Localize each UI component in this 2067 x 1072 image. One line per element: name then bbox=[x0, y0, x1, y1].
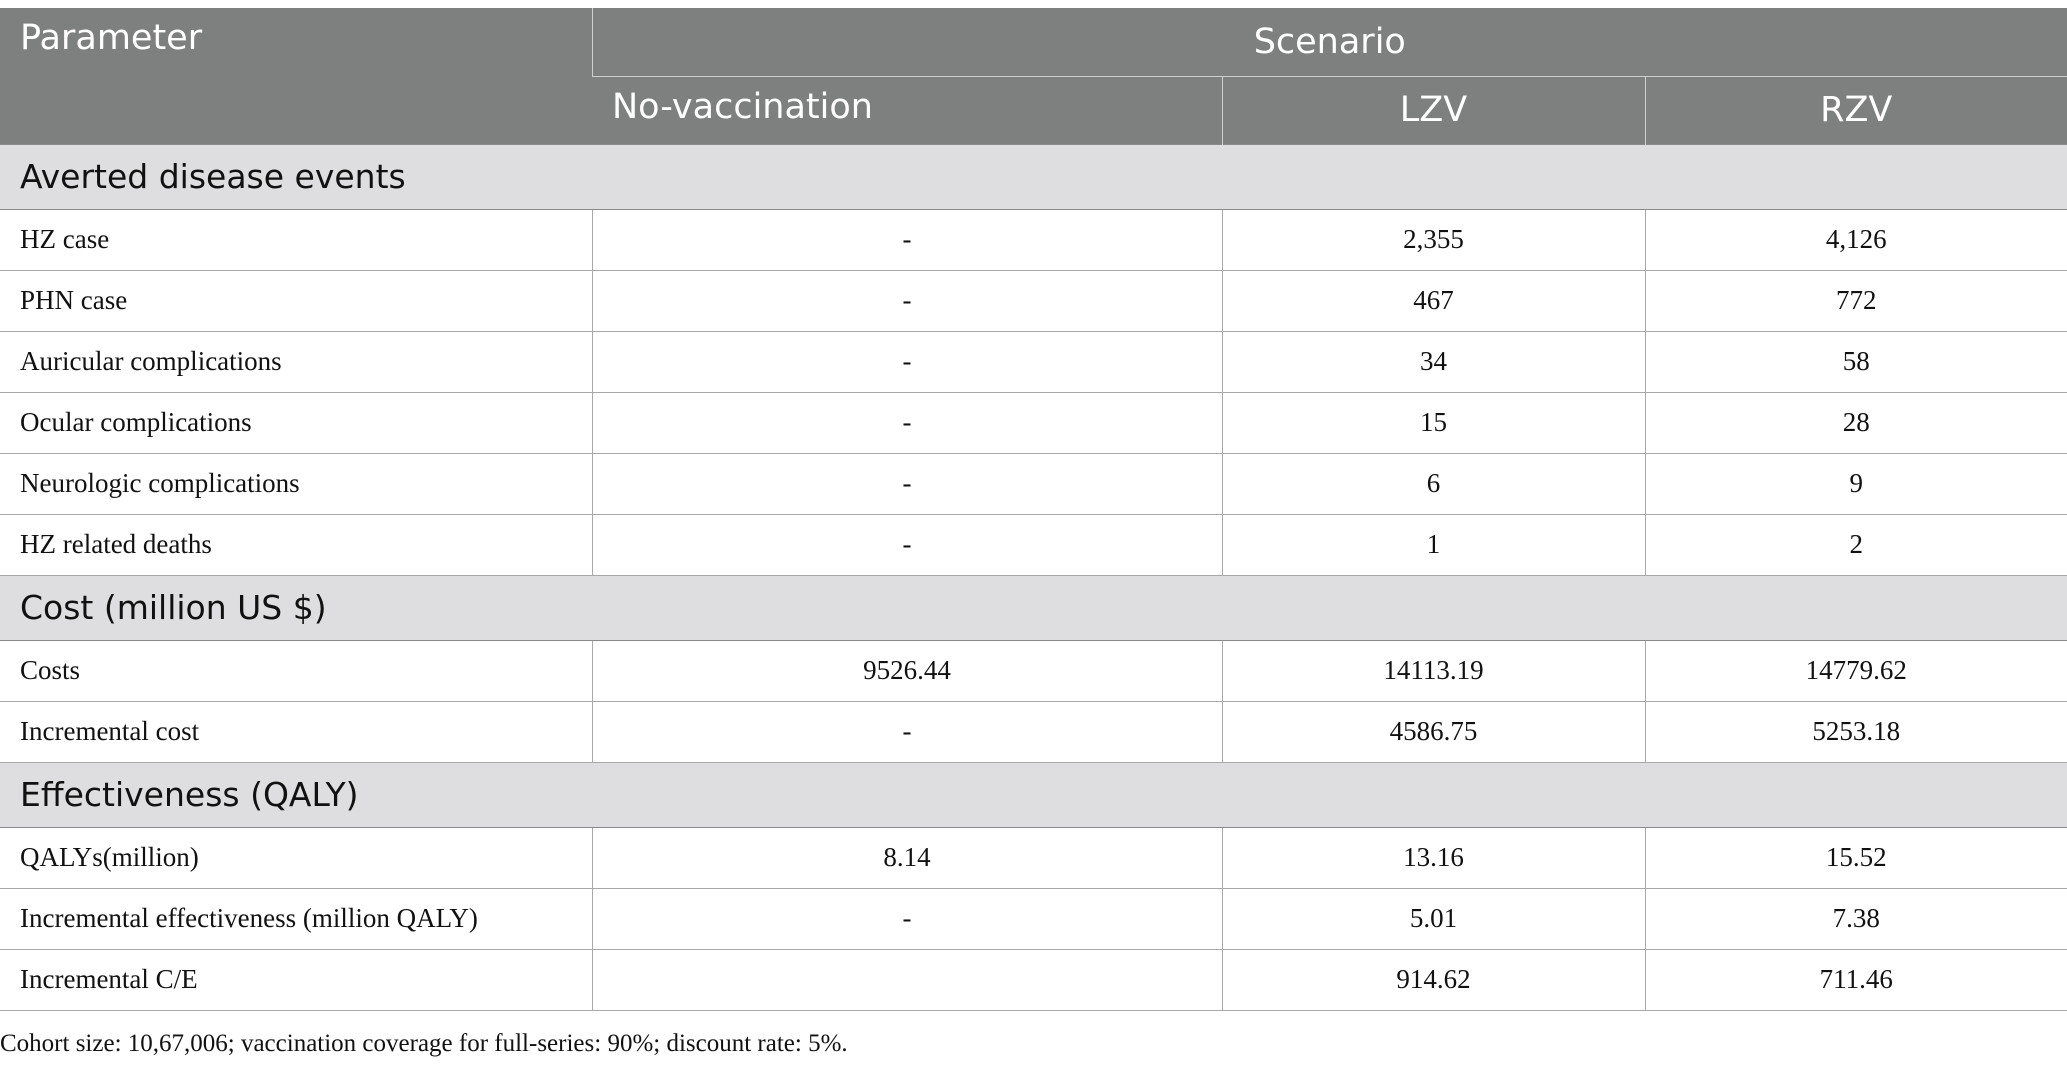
cell-rzv: 711.46 bbox=[1645, 949, 2067, 1010]
column-header-rzv: RZV bbox=[1645, 76, 2067, 144]
row-label: Neurologic complications bbox=[0, 453, 592, 514]
cell-rzv: 4,126 bbox=[1645, 209, 2067, 270]
cell-rzv: 2 bbox=[1645, 514, 2067, 575]
cell-lzv: 14113.19 bbox=[1222, 640, 1645, 701]
cell-rzv: 58 bbox=[1645, 331, 2067, 392]
section-title: Effectiveness (QALY) bbox=[0, 762, 2067, 827]
table-row bbox=[0, 209, 2067, 270]
cell-rzv: 7.38 bbox=[1645, 888, 2067, 949]
row-label: Incremental cost bbox=[0, 701, 592, 762]
table-row bbox=[0, 701, 2067, 762]
results-table bbox=[0, 8, 2067, 1011]
cell-lzv: 34 bbox=[1222, 331, 1645, 392]
table-row bbox=[0, 827, 2067, 888]
row-label: QALYs(million) bbox=[0, 827, 592, 888]
row-label: Incremental C/E bbox=[0, 949, 592, 1010]
row-label: HZ case bbox=[0, 209, 592, 270]
cell-no-vaccination: - bbox=[592, 392, 1222, 453]
cell-no-vaccination: 9526.44 bbox=[592, 640, 1222, 701]
table-row bbox=[0, 392, 2067, 453]
cell-lzv: 4586.75 bbox=[1222, 701, 1645, 762]
table-row bbox=[0, 270, 2067, 331]
section-row bbox=[0, 575, 2067, 640]
cell-lzv: 914.62 bbox=[1222, 949, 1645, 1010]
table-row bbox=[0, 949, 2067, 1010]
table-row bbox=[0, 514, 2067, 575]
table-row bbox=[0, 331, 2067, 392]
cell-no-vaccination: - bbox=[592, 270, 1222, 331]
cell-lzv: 467 bbox=[1222, 270, 1645, 331]
header-row-top bbox=[0, 8, 2067, 76]
column-header-lzv: LZV bbox=[1222, 76, 1645, 144]
scenario-header: Scenario bbox=[592, 8, 2067, 76]
section-row bbox=[0, 762, 2067, 827]
table-footnote: Cohort size: 10,67,006; vaccination coverage for full-series: 90%; discount rate: 5%. bbox=[0, 1030, 848, 1057]
section-row bbox=[0, 144, 2067, 209]
cell-no-vaccination: - bbox=[592, 209, 1222, 270]
cell-no-vaccination: - bbox=[592, 453, 1222, 514]
row-label: Auricular complications bbox=[0, 331, 592, 392]
row-label: Ocular complications bbox=[0, 392, 592, 453]
cell-rzv: 9 bbox=[1645, 453, 2067, 514]
cell-lzv: 15 bbox=[1222, 392, 1645, 453]
cell-lzv: 2,355 bbox=[1222, 209, 1645, 270]
parameter-header: Parameter bbox=[0, 8, 592, 144]
cell-rzv: 772 bbox=[1645, 270, 2067, 331]
table-row bbox=[0, 888, 2067, 949]
cell-no-vaccination: - bbox=[592, 514, 1222, 575]
cell-no-vaccination: 8.14 bbox=[592, 827, 1222, 888]
cell-rzv: 15.52 bbox=[1645, 827, 2067, 888]
cell-lzv: 1 bbox=[1222, 514, 1645, 575]
row-label: Incremental effectiveness (million QALY) bbox=[0, 888, 592, 949]
cell-lzv: 5.01 bbox=[1222, 888, 1645, 949]
column-header-no-vaccination: No-vaccination bbox=[592, 76, 1222, 144]
cell-rzv: 5253.18 bbox=[1645, 701, 2067, 762]
cell-no-vaccination bbox=[592, 949, 1222, 1010]
table-row bbox=[0, 453, 2067, 514]
cell-rzv: 28 bbox=[1645, 392, 2067, 453]
cell-no-vaccination: - bbox=[592, 701, 1222, 762]
cell-lzv: 6 bbox=[1222, 453, 1645, 514]
section-title: Averted disease events bbox=[0, 144, 2067, 209]
row-label: HZ related deaths bbox=[0, 514, 592, 575]
table-row bbox=[0, 640, 2067, 701]
row-label: PHN case bbox=[0, 270, 592, 331]
row-label: Costs bbox=[0, 640, 592, 701]
cell-no-vaccination: - bbox=[592, 331, 1222, 392]
cell-rzv: 14779.62 bbox=[1645, 640, 2067, 701]
cell-lzv: 13.16 bbox=[1222, 827, 1645, 888]
section-title: Cost (million US $) bbox=[0, 575, 2067, 640]
cell-no-vaccination: - bbox=[592, 888, 1222, 949]
